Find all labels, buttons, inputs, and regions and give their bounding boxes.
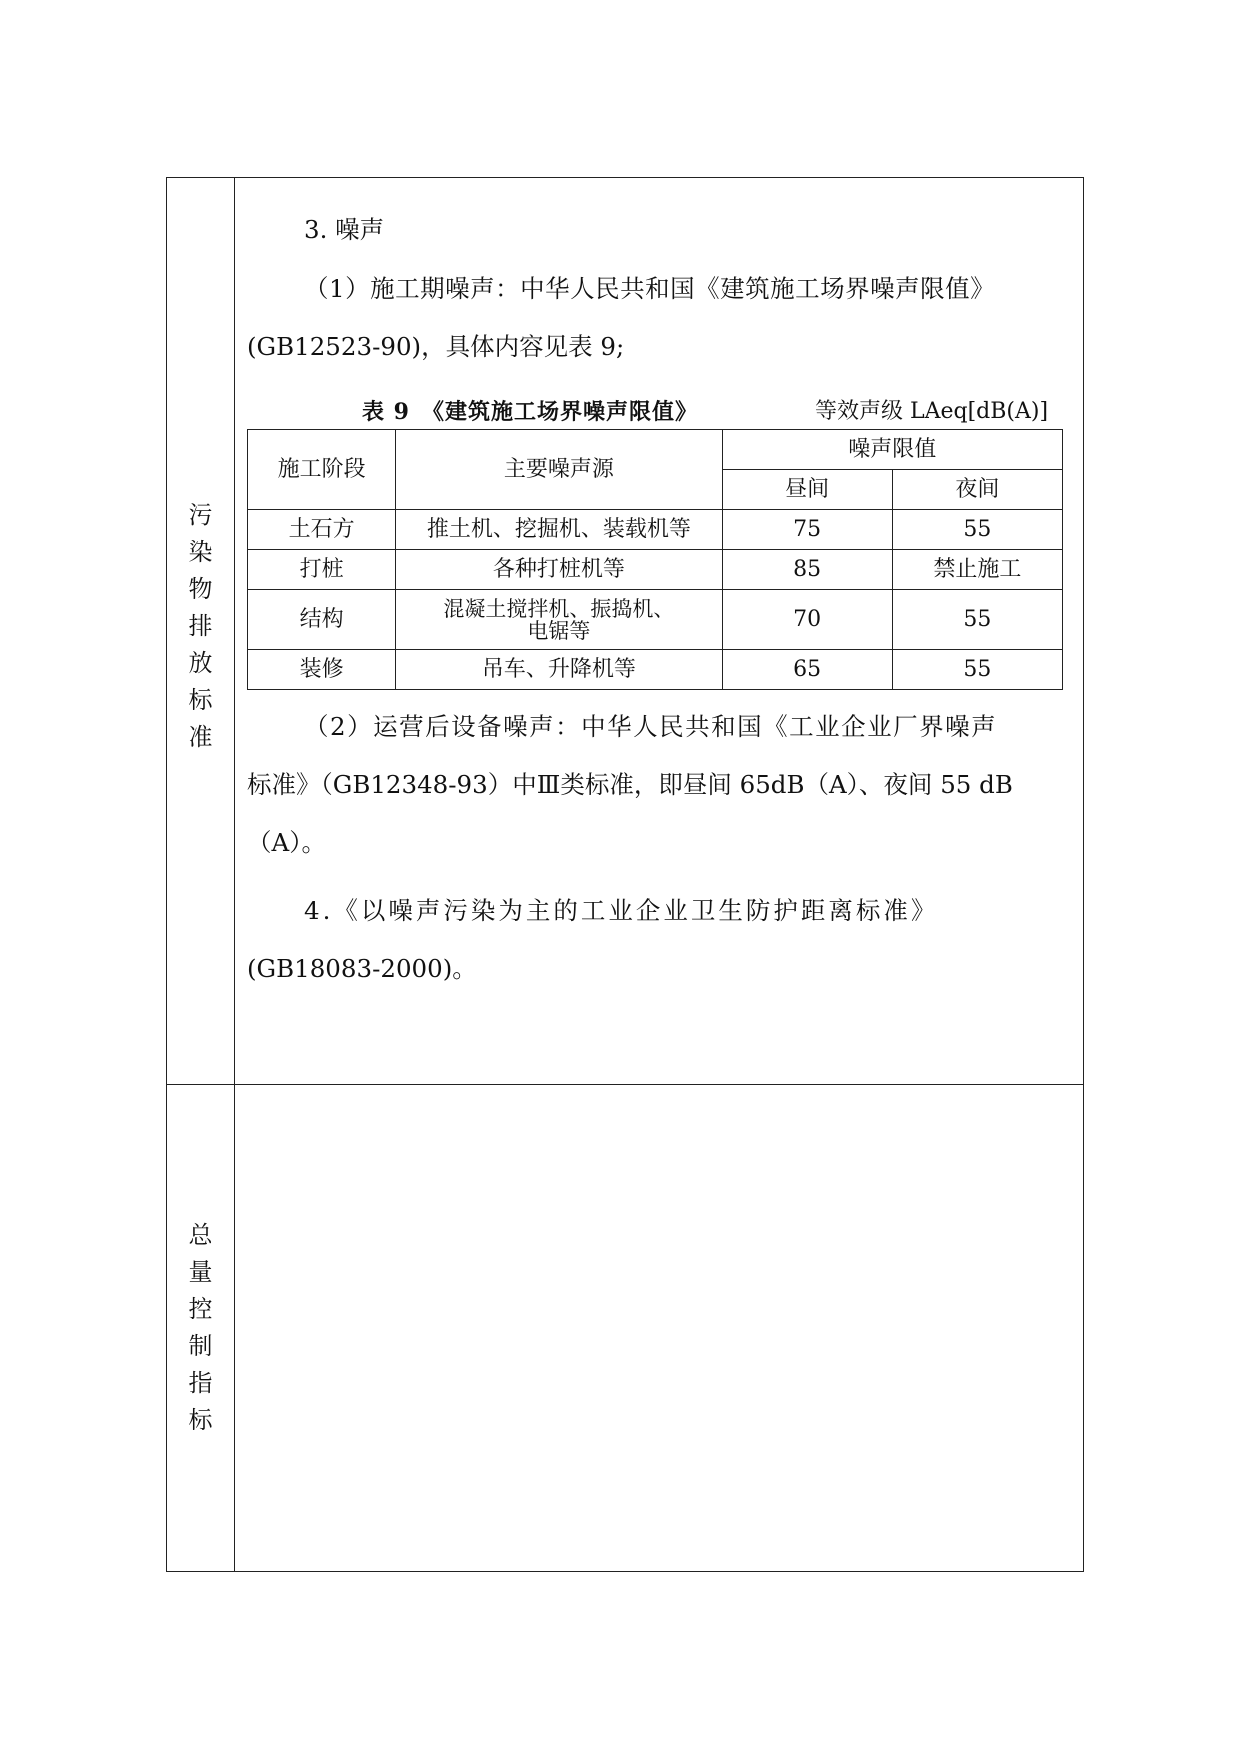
header-limit: 噪声限值	[722, 430, 1062, 470]
table-row	[248, 550, 1063, 590]
side-label-char: 总	[188, 1221, 213, 1249]
cell-day: 70	[722, 590, 892, 650]
table9-title: 表 9 《建筑施工场界噪声限值》	[362, 399, 698, 425]
paragraph-line: （A）。	[247, 828, 326, 857]
table-header-row	[248, 430, 1063, 470]
paragraph-line: 标准》（GB12348-93）中Ⅲ类标准，即昼间 65dB（A）、夜间 55 dB	[247, 770, 1013, 799]
cell-stage: 结构	[248, 590, 396, 650]
side-label-char: 控	[188, 1295, 213, 1323]
cell-source-line: 混凝土搅拌机、振捣机、	[443, 596, 675, 621]
paragraph-line: （2）运营后设备噪声：中华人民共和国《工业企业厂界噪声	[304, 712, 998, 741]
side-label-char: 染	[188, 538, 213, 566]
table-row	[248, 590, 1063, 650]
cell-stage: 打桩	[248, 550, 396, 590]
cell-day: 65	[722, 650, 892, 690]
side-label-char: 污	[188, 501, 213, 529]
cell-source	[396, 590, 722, 650]
side-label-char: 标	[188, 1406, 213, 1434]
cell-source-line: 电锯等	[527, 618, 591, 643]
side-label-char: 制	[188, 1332, 213, 1360]
pollutant-emission-standard-label	[167, 497, 234, 756]
cell-night: 55	[892, 590, 1062, 650]
side-label-char: 标	[188, 686, 213, 714]
paragraph-line: 4.《以噪声污染为主的工业企业卫生防护距离标准》	[304, 896, 939, 925]
cell-source: 吊车、升降机等	[396, 650, 722, 690]
paragraph-line: （1）施工期噪声：中华人民共和国《建筑施工场界噪声限值》	[304, 274, 996, 303]
header-stage: 施工阶段	[248, 430, 396, 510]
side-label-char: 排	[188, 612, 213, 640]
total-quantity-control-label	[167, 1217, 234, 1439]
paragraph-line: (GB18083-2000)。	[247, 954, 477, 983]
side-label-char: 指	[188, 1369, 213, 1397]
side-label-char: 物	[188, 575, 213, 603]
noise-heading: 3. 噪声	[304, 215, 385, 244]
cell-night: 禁止施工	[892, 550, 1062, 590]
cell-night: 55	[892, 650, 1062, 690]
cell-day: 85	[722, 550, 892, 590]
cell-day: 75	[722, 510, 892, 550]
construction-noise-limits-table	[247, 429, 1063, 690]
table9-unit: 等效声级 LAeq[dB(A)]	[815, 399, 1049, 424]
noise-standards-content	[247, 177, 1063, 1077]
paragraph-line: (GB12523-90)，具体内容见表 9;	[247, 332, 625, 361]
cell-stage: 土石方	[248, 510, 396, 550]
header-day: 昼间	[722, 470, 892, 510]
side-label-char: 准	[188, 723, 213, 751]
cell-source: 各种打桩机等	[396, 550, 722, 590]
table-row	[248, 510, 1063, 550]
row-divider	[167, 1084, 1083, 1085]
table-row	[248, 650, 1063, 690]
column-divider	[234, 178, 235, 1571]
header-source: 主要噪声源	[396, 430, 722, 510]
cell-source: 推土机、挖掘机、装载机等	[396, 510, 722, 550]
cell-night: 55	[892, 510, 1062, 550]
side-label-char: 放	[188, 649, 213, 677]
header-night: 夜间	[892, 470, 1062, 510]
cell-stage: 装修	[248, 650, 396, 690]
side-label-char: 量	[188, 1258, 213, 1286]
